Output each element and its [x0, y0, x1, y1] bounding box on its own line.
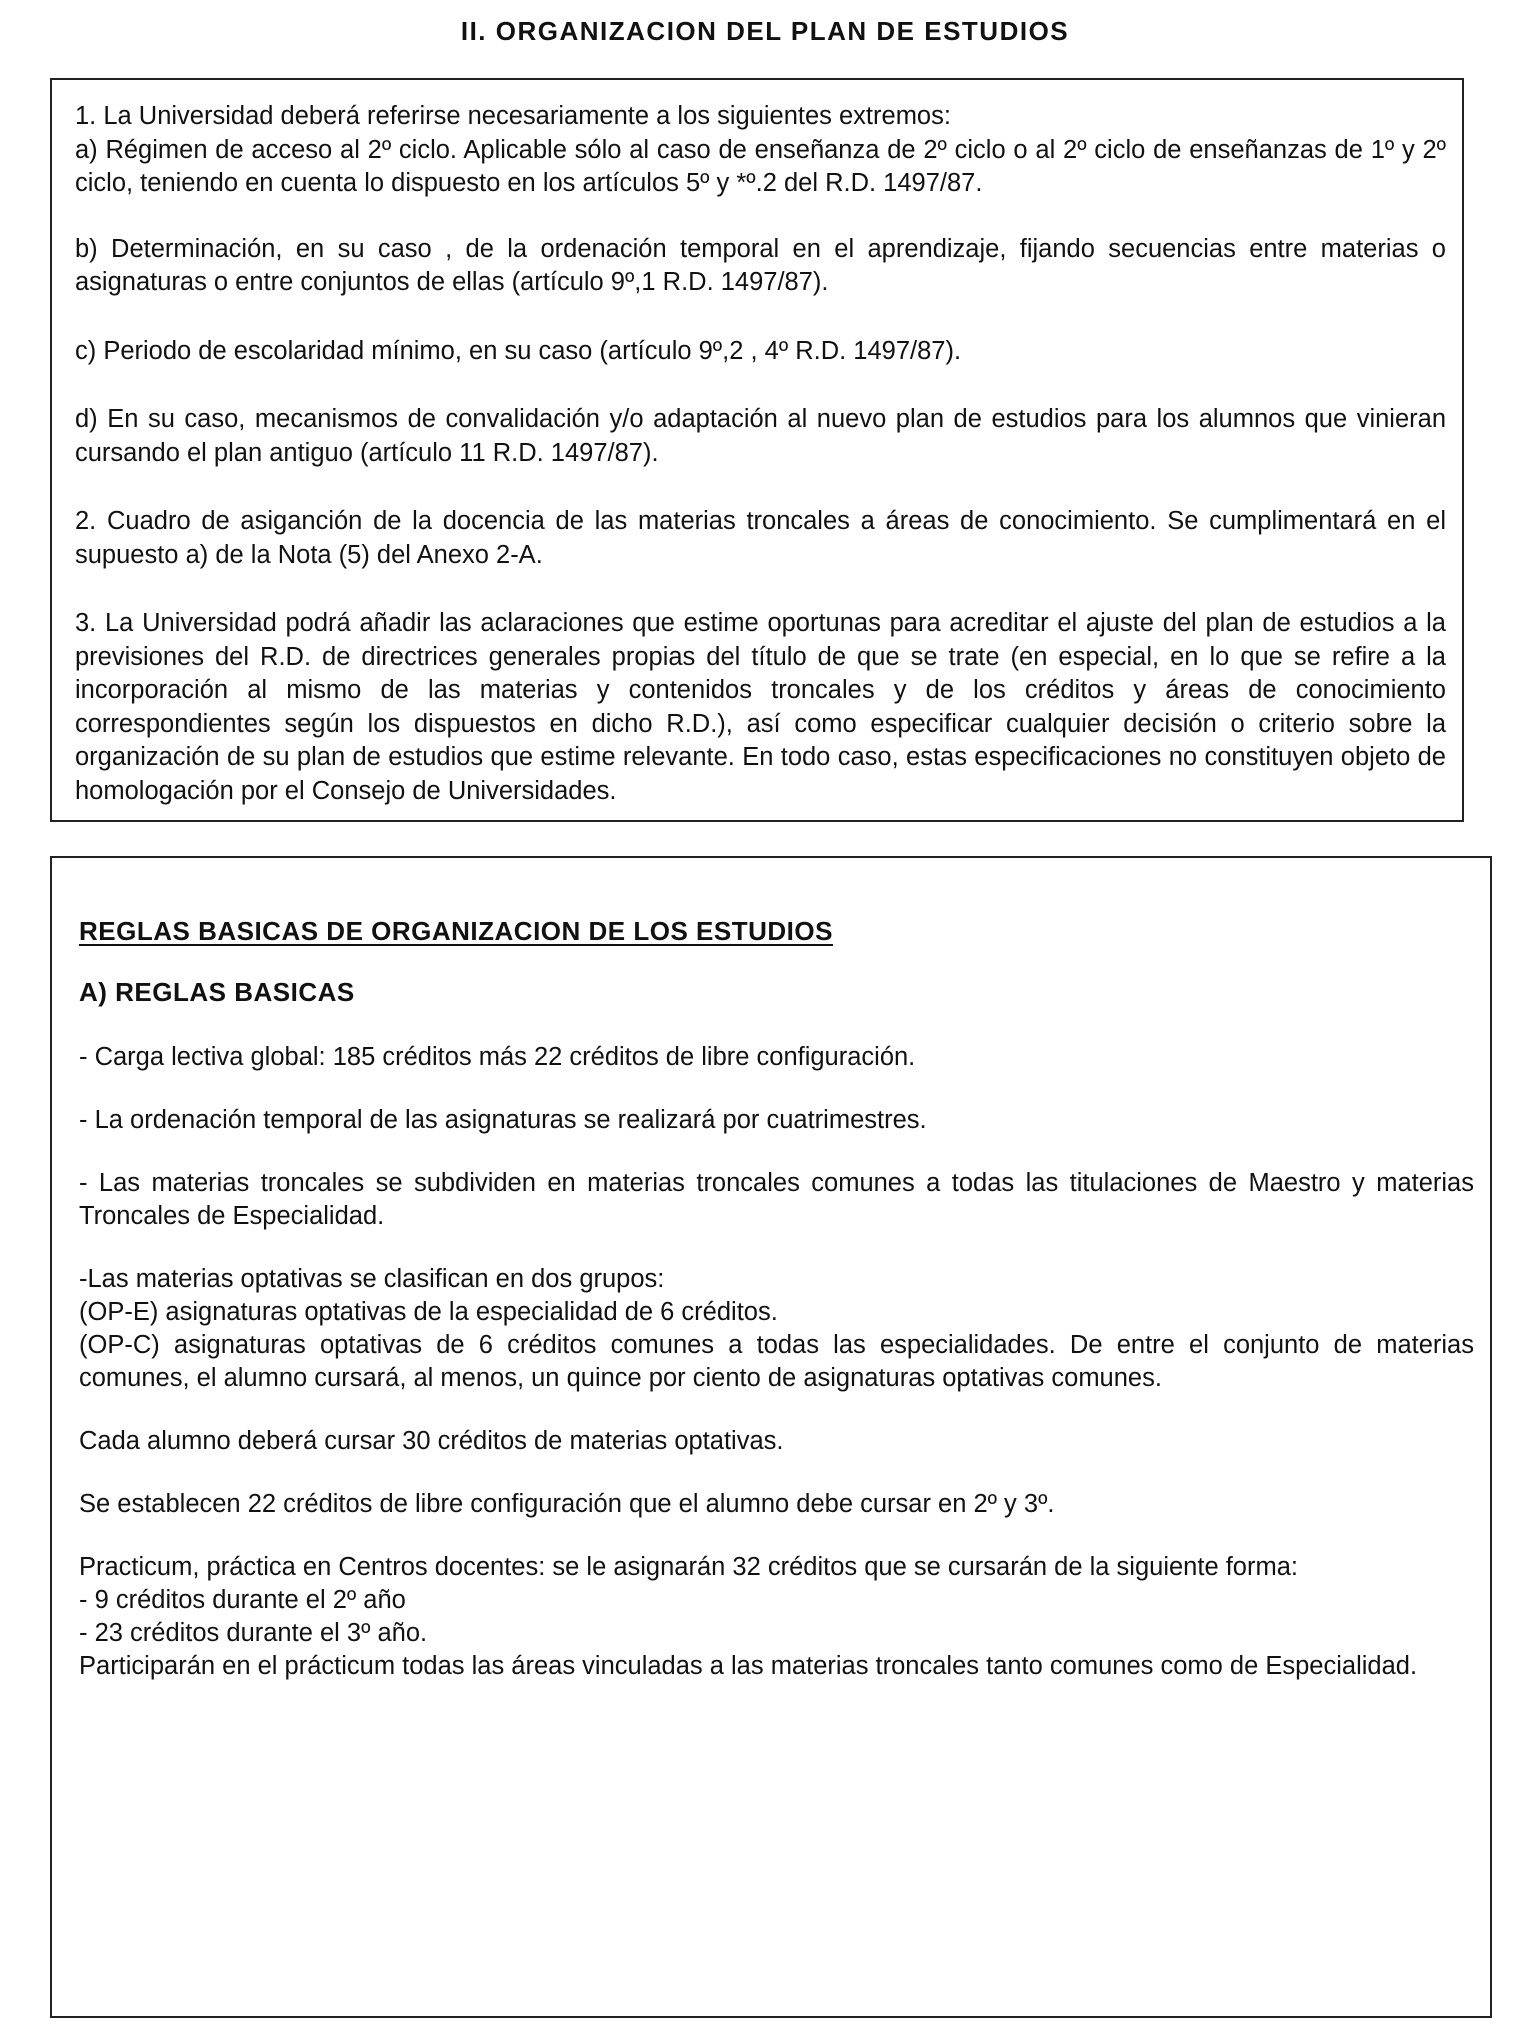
- paragraph-item-d: d) En su caso, mecanismos de convalidación y/o adaptación al nuevo plan de estudios para los alumnos que vinieran cursando el plan antiguo (artículo 11 R.D. 1497/87).: [75, 405, 1446, 467]
- rules-box: [50, 856, 1492, 2018]
- sub-heading: A) REGLAS BASICAS: [79, 977, 355, 1007]
- rule-temporal-order: - La ordenación temporal de las asignaturas se realizará por cuatrimestres.: [79, 1106, 927, 1134]
- paragraph-1-line-intro: 1. La Universidad deberá referirse necesariamente a los siguientes extremos:: [75, 102, 951, 130]
- instructions-box: [50, 78, 1464, 822]
- paragraph-1: [75, 100, 1446, 201]
- rule-optional-subjects: [79, 1263, 1474, 1395]
- optional-intro: -Las materias optativas se clasifican en dos grupos:: [79, 1265, 665, 1293]
- practicum-year-3: - 23 créditos durante el 3º año.: [79, 1619, 428, 1647]
- page-title: II. ORGANIZACION DEL PLAN DE ESTUDIOS: [460, 16, 1070, 46]
- rule-practicum: [79, 1551, 1474, 1683]
- paragraph-item-c: c) Periodo de escolaridad mínimo, en su caso (artículo 9º,2 , 4º R.D. 1497/87).: [75, 336, 962, 365]
- paragraph-1-item-a: a) Régimen de acceso al 2º ciclo. Aplicable sólo al caso de enseñanza de 2º ciclo o al 2º ciclo de enseñanzas de 1º y 2º ciclo, teniendo en cuenta lo dispuesto en los artículos 5º y *º.2 del R.D. 1497/87.: [75, 135, 1446, 197]
- paragraph-2: 2. Cuadro de asiganción de la docencia de las materias troncales a áreas de conocimiento. Se cumplimentará en el supuesto a) de la Nota (5) del Anexo 2-A.: [75, 507, 1446, 569]
- section-heading: REGLAS BASICAS DE ORGANIZACION DE LOS ESTUDIOS: [79, 916, 833, 946]
- practicum-year-2: - 9 créditos durante el 2º año: [79, 1586, 406, 1614]
- optional-op-c: (OP-C) asignaturas optativas de 6 créditos comunes a todas las especialidades. De entre el conjunto de materias comunes, el alumno cursará, al menos, un quince por ciento de asignaturas optativas comunes.: [79, 1331, 1474, 1392]
- optional-op-e: (OP-E) asignaturas optativas de la especialidad de 6 créditos.: [79, 1298, 778, 1326]
- rule-free-credits: Se establecen 22 créditos de libre configuración que el alumno debe cursar en 2º y 3º.: [79, 1490, 1055, 1518]
- practicum-areas: Participarán en el prácticum todas las áreas vinculadas a las materias troncales tanto comunes como de Especialidad.: [79, 1652, 1418, 1680]
- paragraph-3: 3. La Universidad podrá añadir las aclaraciones que estime oportunas para acreditar el ajuste del plan de estudios a la previsiones del R.D. de directrices generales propias del título de que se trate (en especial, en lo que se refire a la incorporación al mismo de las materias y contenidos troncales y de los créditos y áreas de conocimiento correspondientes según los dispuestos en dicho R.D.), así como especificar cualquier decisión o criterio sobre la organización de su plan de estudios que estime relevante. En todo caso, estas especificaciones no constituyen objeto de homologación por el Consejo de Universidades.: [75, 609, 1446, 805]
- rule-optional-credits: Cada alumno deberá cursar 30 créditos de materias optativas.: [79, 1427, 784, 1455]
- rule-core-subjects: - Las materias troncales se subdividen en materias troncales comunes a todas las titulaciones de Maestro y materias Troncales de Especialidad.: [79, 1169, 1474, 1230]
- paragraph-item-b: b) Determinación, en su caso , de la ordenación temporal en el aprendizaje, fijando secuencias entre materias o asignaturas o entre conjuntos de ellas (artículo 9º,1 R.D. 1497/87).: [75, 234, 1446, 296]
- practicum-intro: Practicum, práctica en Centros docentes: se le asignarán 32 créditos que se cursarán de la siguiente forma:: [79, 1553, 1298, 1581]
- rule-global-load: - Carga lectiva global: 185 créditos más 22 créditos de libre configuración.: [79, 1043, 916, 1071]
